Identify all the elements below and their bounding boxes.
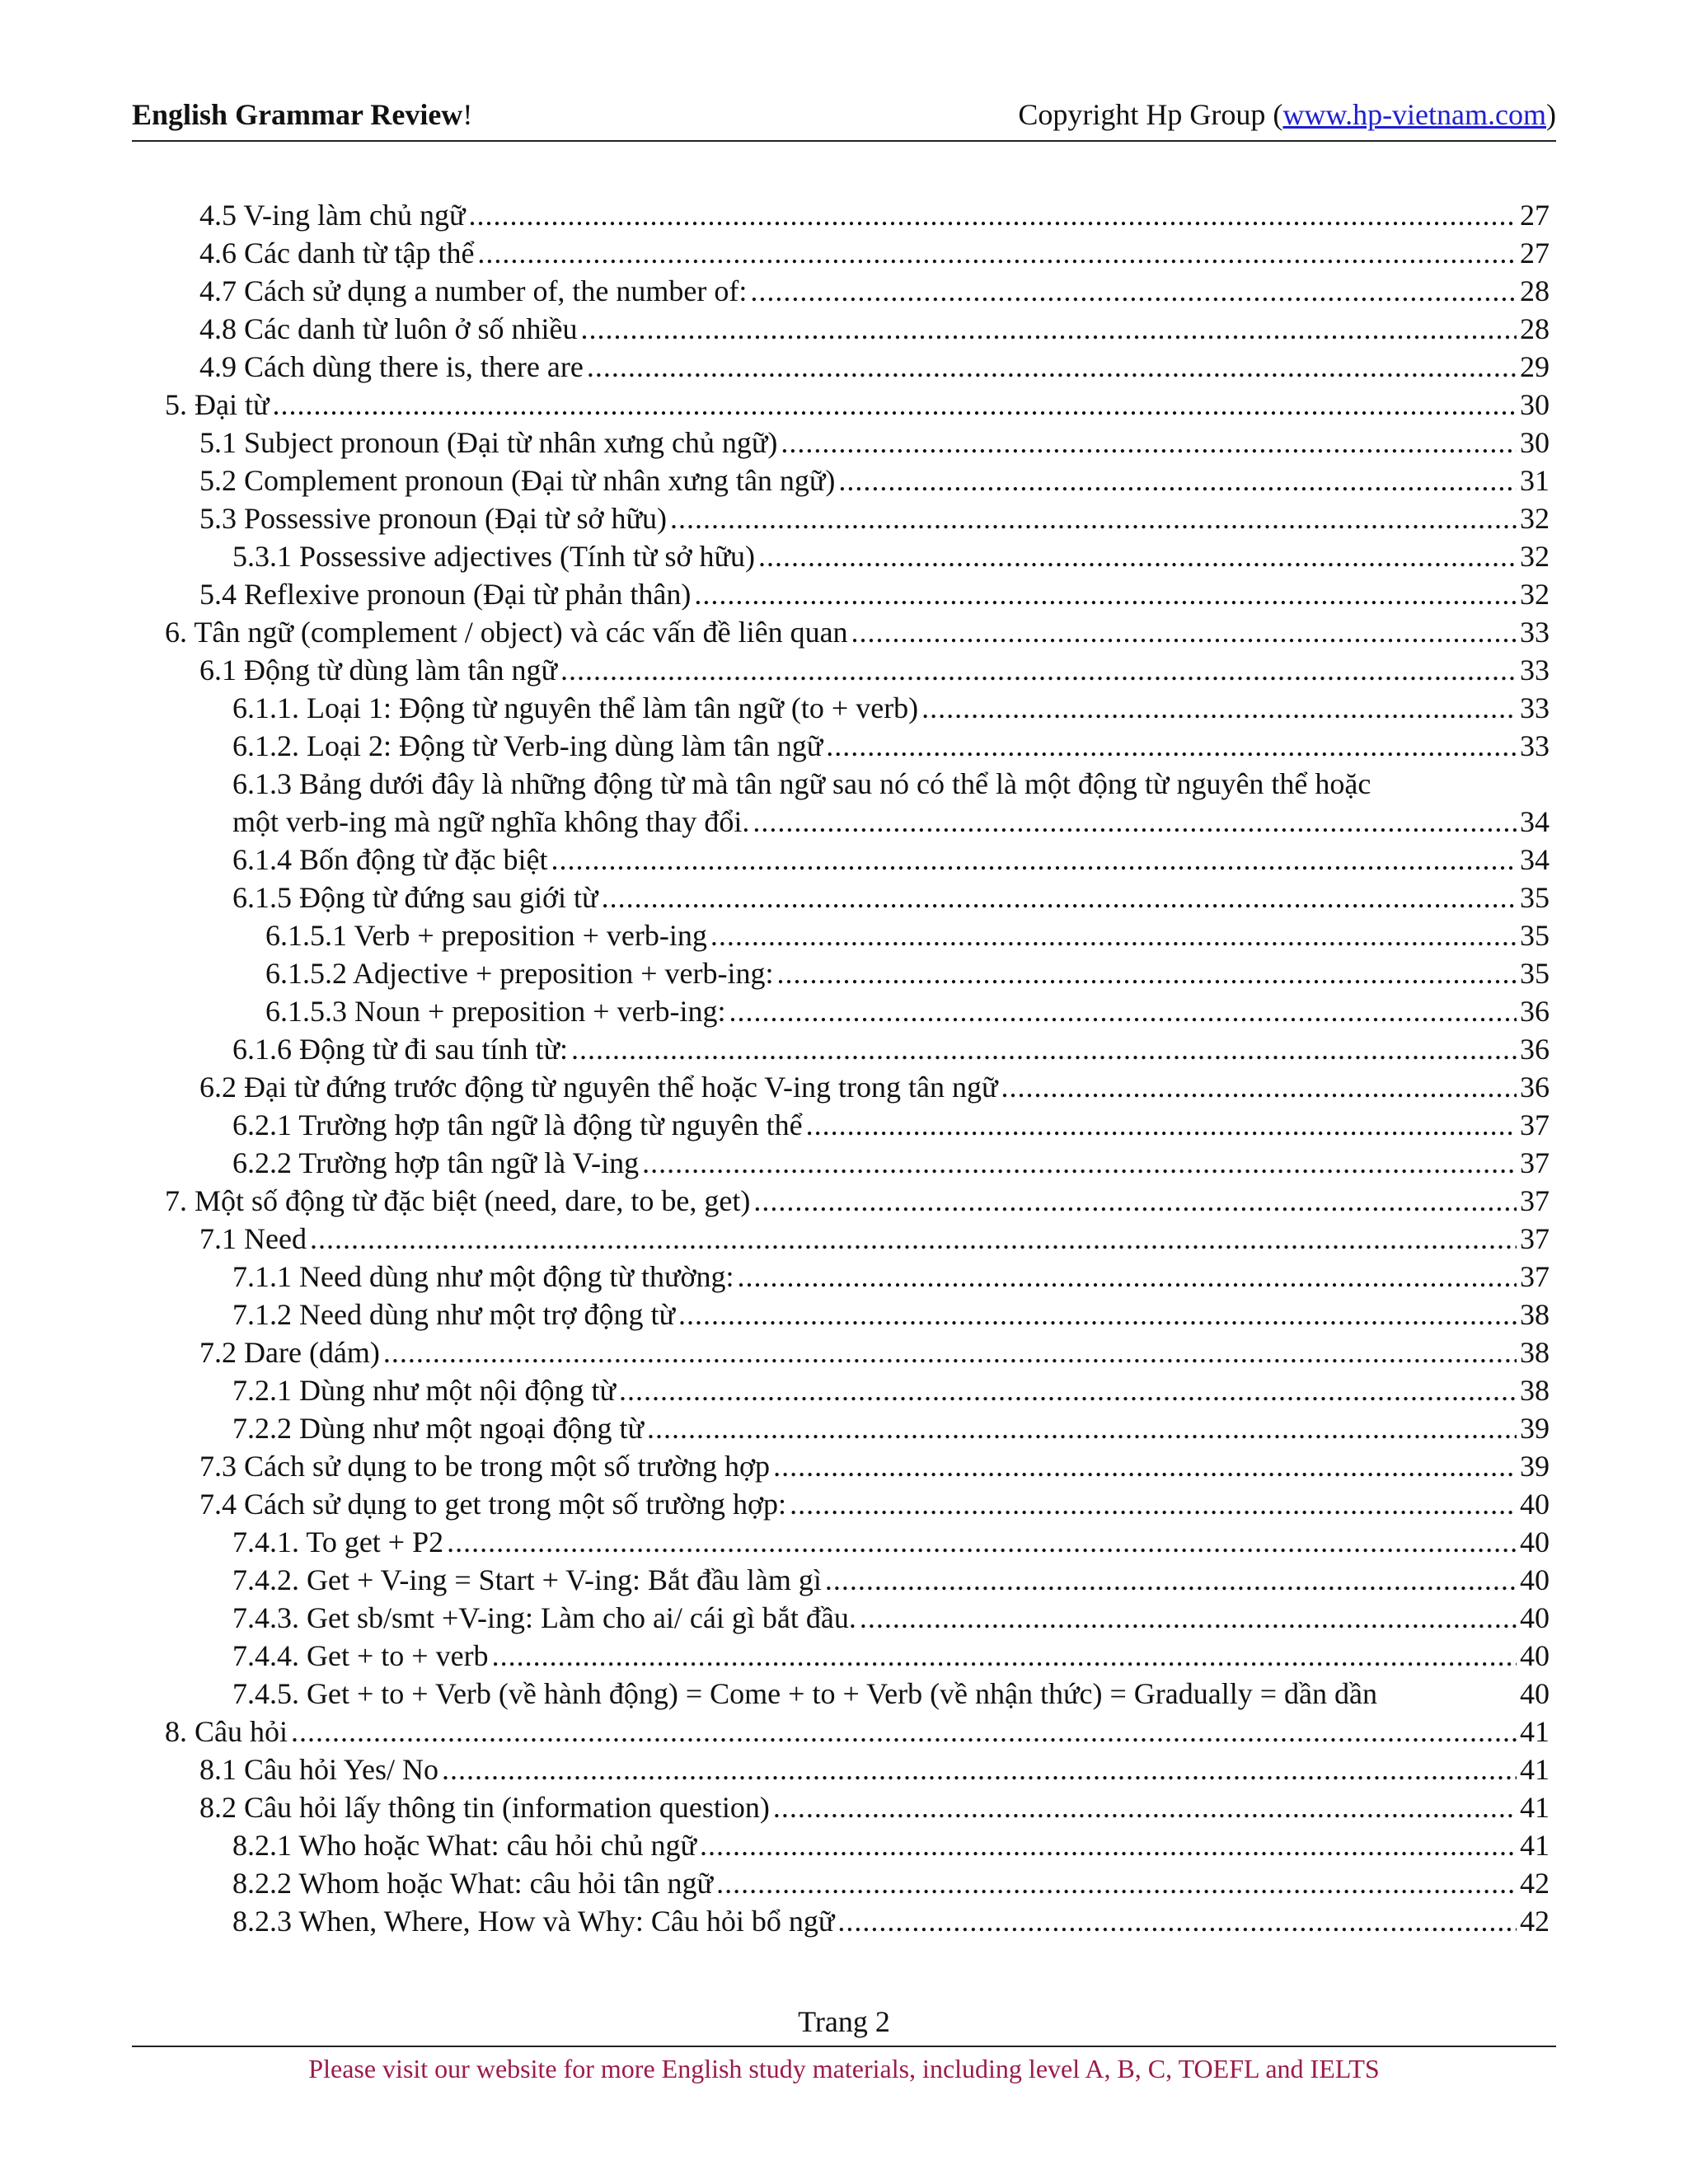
toc-dot-leader — [310, 1220, 1517, 1258]
toc-entry-title: 6.1.5.2 Adjective + preposition + verb-ing: — [265, 957, 774, 990]
toc-entry[interactable] — [132, 1637, 1550, 1675]
toc-entry[interactable] — [132, 1106, 1550, 1144]
toc-page-number: 34 — [1520, 805, 1550, 838]
toc-entry[interactable] — [132, 879, 1550, 916]
toc-entry[interactable] — [132, 803, 1550, 841]
toc-dot-leader — [826, 727, 1517, 765]
copyright-notice — [1018, 97, 1556, 132]
toc-entry[interactable] — [132, 234, 1550, 272]
toc-entry-title: 7.4.3. Get sb/smt +V-ing: Làm cho ai/ cái gì bắt đầu. — [232, 1601, 856, 1634]
toc-page-number: 36 — [1520, 995, 1550, 1028]
toc-page-number: 35 — [1520, 919, 1550, 952]
toc-entry[interactable] — [132, 1523, 1550, 1561]
toc-page-number: 36 — [1520, 1033, 1550, 1066]
toc-entry-title: 8.1 Câu hỏi Yes/ No — [199, 1753, 439, 1786]
toc-entry-title: 5.2 Complement pronoun (Đại từ nhân xưng tân ngữ) — [199, 464, 836, 497]
toc-page-number: 42 — [1520, 1905, 1550, 1938]
page-header — [132, 92, 1556, 142]
toc-dot-leader — [551, 841, 1517, 879]
toc-page-number: 31 — [1520, 464, 1550, 497]
toc-entry-title: 7. Một số động từ đặc biệt (need, dare, to be, get) — [165, 1184, 751, 1217]
table-of-contents — [132, 196, 1550, 1940]
footer-divider — [132, 2046, 1556, 2047]
toc-entry-title: 4.5 V-ing làm chủ ngữ — [199, 199, 466, 232]
toc-entry[interactable] — [132, 1333, 1550, 1371]
toc-dot-leader — [851, 613, 1517, 651]
toc-page-number: 28 — [1520, 274, 1550, 307]
toc-dot-leader — [750, 272, 1517, 310]
toc-dot-leader — [838, 462, 1517, 499]
toc-dot-leader — [678, 1296, 1517, 1333]
toc-dot-leader — [753, 1182, 1517, 1220]
copyright-suffix: ) — [1546, 98, 1556, 131]
toc-entry[interactable] — [132, 1826, 1550, 1864]
toc-entry[interactable] — [132, 1182, 1550, 1220]
toc-page-number: 33 — [1520, 654, 1550, 687]
toc-page-number: 32 — [1520, 540, 1550, 573]
toc-entry-title: 4.9 Cách dùng there is, there are — [199, 350, 584, 383]
toc-page-number: 41 — [1520, 1829, 1550, 1862]
toc-page-number: 30 — [1520, 426, 1550, 459]
toc-entry[interactable] — [132, 954, 1550, 992]
toc-entry[interactable] — [132, 196, 1550, 234]
toc-entry-title: 6.1.5 Động từ đứng sau giới từ — [232, 881, 598, 914]
toc-page-number: 33 — [1520, 691, 1550, 724]
toc-page-number: 29 — [1520, 350, 1550, 383]
toc-page-number: 40 — [1520, 1563, 1550, 1596]
toc-page-number: 33 — [1520, 729, 1550, 762]
toc-dot-leader — [1001, 1068, 1517, 1106]
footer-note: Please visit our website for more English study materials, including level A, B, C, TOEFL and IELTS — [308, 2054, 1380, 2083]
toc-entry[interactable] — [132, 1258, 1550, 1296]
toc-dot-leader — [642, 1144, 1517, 1182]
toc-entry[interactable] — [132, 727, 1550, 765]
toc-entry-title: 7.3 Cách sử dụng to be trong một số trường hợp — [199, 1450, 771, 1483]
toc-entry-title: 8.2.1 Who hoặc What: câu hỏi chủ ngữ — [232, 1829, 697, 1862]
toc-page-number: 40 — [1520, 1677, 1550, 1710]
toc-entry[interactable] — [132, 992, 1550, 1030]
toc-dot-leader — [619, 1371, 1517, 1409]
toc-page-number: 40 — [1520, 1488, 1550, 1521]
toc-entry-title: 8. Câu hỏi — [165, 1715, 288, 1748]
toc-entry[interactable] — [132, 424, 1550, 462]
toc-page-number: 39 — [1520, 1412, 1550, 1445]
toc-entry-title: 6.1.5.1 Verb + preposition + verb-ing — [265, 919, 707, 952]
toc-dot-leader — [790, 1485, 1517, 1523]
toc-entry-title: 6.2.2 Trường hợp tân ngữ là V-ing — [232, 1146, 640, 1179]
toc-page-number: 40 — [1520, 1526, 1550, 1558]
toc-entry-title: 6.2.1 Trường hợp tân ngữ là động từ nguyên thể — [232, 1108, 803, 1141]
toc-entry[interactable] — [132, 1220, 1550, 1258]
toc-entry[interactable] — [132, 916, 1550, 954]
toc-entry-title: 4.7 Cách sử dụng a number of, the number of: — [199, 274, 748, 307]
toc-entry[interactable] — [132, 575, 1550, 613]
document-title-suffix: ! — [462, 98, 473, 131]
toc-entry-title: 5.3 Possessive pronoun (Đại từ sở hữu) — [199, 502, 668, 535]
toc-page-number: 36 — [1520, 1071, 1550, 1104]
toc-dot-leader — [921, 689, 1517, 727]
toc-entry-title: 8.2 Câu hỏi lấy thông tin (information question) — [199, 1791, 770, 1824]
toc-entry[interactable] — [132, 499, 1550, 537]
toc-entry[interactable] — [132, 272, 1550, 310]
toc-page-number: 27 — [1520, 199, 1550, 232]
toc-entry-title: 6.1.6 Động từ đi sau tính từ: — [232, 1033, 569, 1066]
toc-entry-title: 6.1.1. Loại 1: Động từ nguyên thể làm tân ngữ (to + verb) — [232, 691, 919, 724]
toc-dot-leader — [602, 879, 1517, 916]
toc-entry-title: 5.4 Reflexive pronoun (Đại từ phản thân) — [199, 578, 692, 611]
toc-entry-title: 8.2.2 Whom hoặc What: câu hỏi tân ngữ — [232, 1867, 714, 1900]
toc-entry-title: 7.4.1. To get + P2 — [232, 1526, 444, 1558]
toc-dot-leader — [492, 1637, 1517, 1675]
toc-page-number: 40 — [1520, 1601, 1550, 1634]
toc-entry[interactable] — [132, 1788, 1550, 1826]
toc-dot-leader — [581, 310, 1517, 348]
toc-page-number: 37 — [1520, 1260, 1550, 1293]
toc-entry-title: 5. Đại từ — [165, 388, 270, 421]
toc-dot-leader — [700, 1826, 1517, 1864]
toc-entry[interactable] — [132, 1447, 1550, 1485]
toc-entry-title: 7.2.2 Dùng như một ngoại động từ — [232, 1412, 645, 1445]
toc-page-number: 35 — [1520, 957, 1550, 990]
toc-entry[interactable] — [132, 386, 1550, 424]
toc-dot-leader — [571, 1030, 1517, 1068]
toc-dot-leader — [710, 916, 1517, 954]
toc-dot-leader — [442, 1750, 1517, 1788]
toc-page-number: 41 — [1520, 1791, 1550, 1824]
toc-entry[interactable] — [132, 1144, 1550, 1182]
toc-entry-title: 7.4.4. Get + to + verb — [232, 1639, 489, 1672]
toc-entry-title: 6.1.5.3 Noun + preposition + verb-ing: — [265, 995, 726, 1028]
toc-entry[interactable] — [132, 841, 1550, 879]
toc-dot-leader — [560, 651, 1517, 689]
toc-dot-leader — [781, 424, 1517, 462]
toc-entry-title: một verb-ing mà ngữ nghĩa không thay đổi. — [232, 805, 750, 838]
toc-dot-leader — [694, 575, 1517, 613]
toc-page-number: 38 — [1520, 1336, 1550, 1369]
toc-entry-title: 6. Tân ngữ (complement / object) và các vấn đề liên quan — [165, 616, 848, 649]
toc-dot-leader — [273, 386, 1517, 424]
toc-page-number: 42 — [1520, 1867, 1550, 1900]
toc-dot-leader — [447, 1523, 1517, 1561]
toc-dot-leader — [773, 1788, 1517, 1826]
toc-entry-title: 7.2.1 Dùng như một nội động từ — [232, 1374, 617, 1407]
toc-entry[interactable] — [132, 1599, 1550, 1637]
toc-page-number: 32 — [1520, 578, 1550, 611]
toc-dot-leader — [670, 499, 1517, 537]
toc-entry-title: 6.2 Đại từ đứng trước động từ nguyên thể hoặc V-ing trong tân ngữ — [199, 1071, 998, 1104]
toc-dot-leader — [587, 348, 1517, 386]
toc-entry-title: 6.1 Động từ dùng làm tân ngữ — [199, 654, 557, 687]
toc-dot-leader — [729, 992, 1517, 1030]
toc-entry[interactable] — [132, 689, 1550, 727]
toc-entry[interactable] — [132, 1750, 1550, 1788]
toc-entry[interactable] — [132, 1561, 1550, 1599]
toc-dot-leader — [291, 1713, 1517, 1750]
toc-dot-leader — [738, 1258, 1517, 1296]
toc-entry[interactable] — [132, 613, 1550, 651]
document-title-bold: English Grammar Review — [132, 98, 463, 131]
toc-dot-leader — [825, 1561, 1517, 1599]
toc-page-number: 39 — [1520, 1450, 1550, 1483]
toc-dot-leader — [753, 803, 1517, 841]
website-link[interactable]: www.hp-vietnam.com — [1282, 98, 1546, 131]
toc-page-number: 33 — [1520, 616, 1550, 649]
toc-page-number: 40 — [1520, 1639, 1550, 1672]
toc-entry-title: 7.1 Need — [199, 1222, 307, 1255]
document-title — [132, 97, 472, 132]
toc-entry[interactable] — [132, 1864, 1550, 1902]
toc-entry-title: 5.3.1 Possessive adjectives (Tính từ sở hữu) — [232, 540, 755, 573]
toc-entry[interactable] — [132, 1485, 1550, 1523]
toc-page-number: 37 — [1520, 1222, 1550, 1255]
toc-entry-title: 5.1 Subject pronoun (Đại từ nhân xưng chủ ngữ) — [199, 426, 778, 459]
toc-dot-leader — [806, 1106, 1517, 1144]
toc-entry-title: 4.8 Các danh từ luôn ở số nhiều — [199, 312, 578, 345]
toc-page-number: 41 — [1520, 1753, 1550, 1786]
toc-page-number: 35 — [1520, 881, 1550, 914]
toc-entry-title: 7.4.2. Get + V-ing = Start + V-ing: Bắt đầu làm gì — [232, 1563, 822, 1596]
toc-dot-leader — [777, 954, 1517, 992]
toc-page-number: 28 — [1520, 312, 1550, 345]
copyright-prefix: Copyright Hp Group ( — [1018, 98, 1283, 131]
toc-entry[interactable] — [132, 537, 1550, 575]
toc-dot-leader — [477, 234, 1517, 272]
toc-entry[interactable] — [132, 1030, 1550, 1068]
toc-entry-title: 7.1.2 Need dùng như một trợ động từ — [232, 1298, 676, 1331]
toc-page-number: 37 — [1520, 1108, 1550, 1141]
toc-page-number: 34 — [1520, 843, 1550, 876]
toc-page-number: 38 — [1520, 1374, 1550, 1407]
page-number: Trang 2 — [798, 2005, 890, 2038]
toc-page-number: 41 — [1520, 1715, 1550, 1748]
toc-dot-leader — [716, 1864, 1517, 1902]
toc-dot-leader — [469, 196, 1517, 234]
toc-entry-title: 7.4.5. Get + to + Verb (về hành động) = Come + to + Verb (về nhận thức) = Gradually = dần dần — [232, 1677, 1378, 1710]
toc-dot-leader — [837, 1902, 1517, 1940]
toc-entry[interactable] — [132, 765, 1550, 803]
toc-entry[interactable] — [132, 1296, 1550, 1333]
toc-entry[interactable] — [132, 310, 1550, 348]
toc-entry-title: 4.6 Các danh từ tập thể — [199, 237, 475, 269]
toc-dot-leader — [860, 1599, 1517, 1637]
toc-entry-title: 7.2 Dare (dám) — [199, 1336, 380, 1369]
toc-dot-leader — [758, 537, 1517, 575]
toc-page-number: 38 — [1520, 1298, 1550, 1331]
toc-entry-title: 7.4 Cách sử dụng to get trong một số trường hợp: — [199, 1488, 787, 1521]
toc-page-number: 37 — [1520, 1184, 1550, 1217]
toc-dot-leader — [383, 1333, 1517, 1371]
toc-entry-title: 6.1.3 Bảng dưới đây là những động từ mà tân ngữ sau nó có thể là một động từ nguyên thể hoặc — [232, 767, 1372, 800]
toc-dot-leader — [773, 1447, 1517, 1485]
toc-page-number: 27 — [1520, 237, 1550, 269]
toc-entry-title: 6.1.4 Bốn động từ đặc biệt — [232, 843, 548, 876]
toc-entry[interactable] — [132, 348, 1550, 386]
toc-entry[interactable] — [132, 462, 1550, 499]
toc-entry[interactable] — [132, 651, 1550, 689]
toc-page-number: 37 — [1520, 1146, 1550, 1179]
toc-entry[interactable] — [132, 1902, 1550, 1940]
toc-entry[interactable] — [132, 1409, 1550, 1447]
toc-entry[interactable] — [132, 1371, 1550, 1409]
toc-page-number: 32 — [1520, 502, 1550, 535]
toc-entry-title: 7.1.1 Need dùng như một động từ thường: — [232, 1260, 734, 1293]
toc-dot-leader — [647, 1409, 1517, 1447]
toc-entry[interactable] — [132, 1675, 1550, 1713]
toc-entry-title: 6.1.2. Loại 2: Động từ Verb-ing dùng làm tân ngữ — [232, 729, 823, 762]
toc-entry[interactable] — [132, 1713, 1550, 1750]
toc-page-number: 30 — [1520, 388, 1550, 421]
toc-entry[interactable] — [132, 1068, 1550, 1106]
toc-entry-title: 8.2.3 When, Where, How và Why: Câu hỏi bổ ngữ — [232, 1905, 835, 1938]
